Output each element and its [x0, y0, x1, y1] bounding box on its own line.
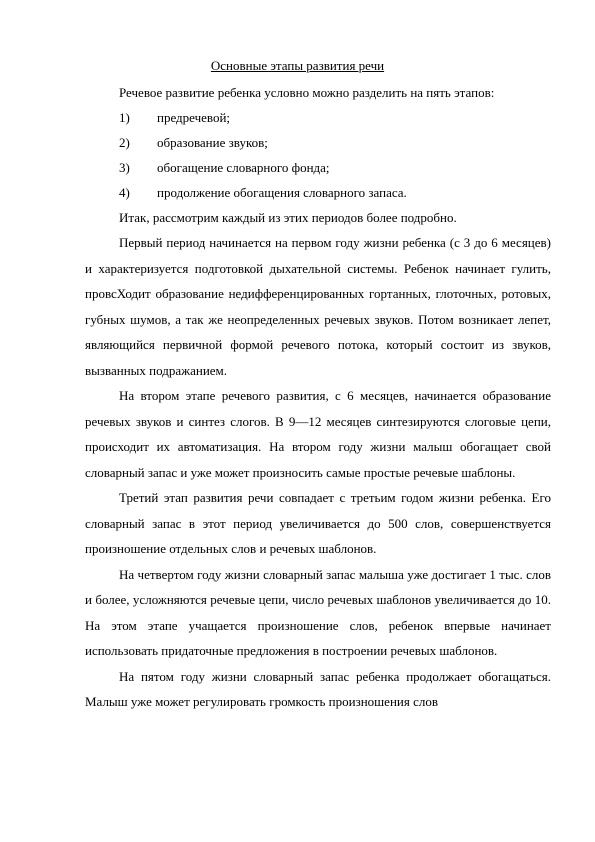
- paragraph-second-period: На втором этапе речевого развития, с 6 месяцев, начинается образование речевых звуков и синтез слогов. В 9—12 месяцев синтезируются слоговые цепи, происходит их автоматизация. На втором году жизни малыш обогащает свой словарный запас и уже может произносить самые простые речевые шаблоны.: [85, 388, 551, 480]
- stages-list: [85, 105, 551, 205]
- list-item-text: обогащение словарного фонда;: [157, 160, 330, 175]
- list-item-number: 4): [119, 185, 130, 200]
- list-item-number: 2): [119, 135, 130, 150]
- paragraph-fourth-period: На четвертом году жизни словарный запас малыша уже достигает 1 тыс. слов и более, усложняются речевые цепи, число речевых шаблонов увеличивается до 10. На этом этапе учащается произношение слов, ребенок впервые начинает использовать придаточные предложения в построении речевых шаблонов.: [85, 566, 551, 658]
- document-body: [85, 80, 551, 715]
- list-item-number: 1): [119, 110, 130, 125]
- list-item: [85, 155, 551, 180]
- list-item-text: образование звуков;: [157, 135, 268, 150]
- transition-paragraph: Итак, рассмотрим каждый из этих периодов более подробно.: [119, 210, 457, 225]
- list-item-text: предречевой;: [157, 110, 231, 125]
- page-title: Основные этапы развития речи: [210, 58, 385, 73]
- intro-paragraph: Речевое развитие ребенка условно можно разделить на пять этапов:: [119, 85, 495, 100]
- list-item-number: 3): [119, 160, 130, 175]
- paragraph-fifth-period: На пятом году жизни словарный запас ребенка продолжает обогащаться. Малыш уже может регулировать громкость произношения слов: [85, 668, 551, 709]
- list-item: [85, 130, 551, 155]
- list-item: [85, 105, 551, 130]
- list-item: [85, 180, 551, 205]
- list-item-text: продолжение обогащения словарного запаса.: [157, 185, 407, 200]
- paragraph-first-period: Первый период начинается на первом году жизни ребенка (с 3 до 6 месяцев) и характеризуется подготовкой дыхательной системы. Ребенок начинает гулить, провсХодит образование недифференцированных гортанных, глоточных, ротовых, губных шумов, а так же неопределенных речевых звуков. Потом возникает лепет, являющийся первичной формой речевого потока, который состоит из звуков, вызванных подражанием.: [85, 235, 551, 378]
- paragraph-third-period: Третий этап развития речи совпадает с третьим годом жизни ребенка. Его словарный запас в этот период увеличивается до 500 слов, совершенствуется произношение отдельных слов и речевых шаблонов.: [85, 490, 551, 556]
